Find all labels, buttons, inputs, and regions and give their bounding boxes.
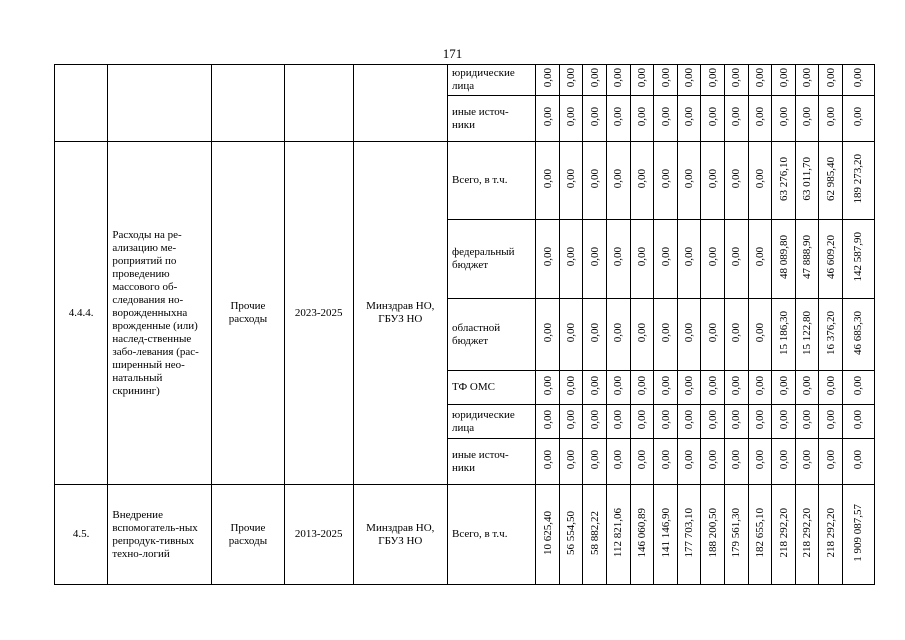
value-cell — [795, 65, 819, 96]
value-cell — [559, 299, 583, 371]
value-text: 0,00 — [659, 409, 672, 430]
value-text: 0,00 — [730, 106, 743, 127]
value-text: 0,00 — [635, 106, 648, 127]
value-cell — [748, 65, 772, 96]
value-text: 0,00 — [730, 247, 743, 267]
value-text: 0,00 — [777, 375, 790, 396]
value-text: 0,00 — [683, 106, 696, 127]
value-cell — [819, 405, 843, 439]
value-text: 0,00 — [852, 409, 865, 430]
value-cell — [536, 439, 560, 485]
value-text: 0,00 — [635, 409, 648, 430]
value-text: 0,00 — [706, 168, 719, 189]
value-cell — [725, 220, 749, 299]
value-text: 58 882,22 — [588, 510, 601, 555]
value-cell — [654, 485, 678, 585]
value-text: 0,00 — [541, 409, 554, 430]
value-cell — [725, 439, 749, 485]
value-text: 0,00 — [612, 375, 625, 396]
value-cell — [654, 96, 678, 142]
value-text: 63 011,70 — [801, 156, 814, 201]
value-text: 0,00 — [706, 247, 719, 267]
value-cell — [654, 220, 678, 299]
value-cell — [819, 299, 843, 371]
value-cell — [559, 405, 583, 439]
value-cell — [772, 371, 796, 405]
value-text: 0,00 — [753, 449, 766, 470]
value-text: 0,00 — [801, 375, 814, 396]
budget-table — [54, 64, 875, 585]
value-cell — [725, 142, 749, 220]
table-row — [55, 485, 875, 585]
value-text: 0,00 — [824, 375, 837, 396]
value-cell — [842, 405, 874, 439]
value-cell — [607, 220, 631, 299]
value-cell — [701, 96, 725, 142]
value-text: 0,00 — [683, 449, 696, 470]
value-text: 0,00 — [801, 106, 814, 127]
value-cell — [654, 405, 678, 439]
value-text: 0,00 — [852, 68, 865, 88]
value-text: 0,00 — [824, 106, 837, 127]
value-cell — [536, 96, 560, 142]
value-text: 141 146,90 — [659, 507, 672, 558]
funding-source: ТФ ОМС — [448, 371, 536, 405]
value-text: 189 273,20 — [852, 153, 865, 204]
value-text: 0,00 — [753, 68, 766, 88]
value-text: 47 888,90 — [801, 235, 814, 279]
value-cell — [772, 96, 796, 142]
value-cell — [630, 65, 654, 96]
value-cell — [819, 142, 843, 220]
value-text: 0,00 — [801, 68, 814, 88]
value-cell — [748, 371, 772, 405]
value-cell — [677, 142, 701, 220]
value-text: 0,00 — [541, 322, 554, 343]
value-text: 0,00 — [801, 409, 814, 430]
value-text: 0,00 — [683, 68, 696, 88]
value-text: 0,00 — [659, 168, 672, 189]
value-text: 0,00 — [730, 449, 743, 470]
funding-source: Всего, в т.ч. — [448, 142, 536, 220]
value-cell — [559, 142, 583, 220]
value-text: 10 625,40 — [541, 510, 554, 555]
value-text: 0,00 — [659, 375, 672, 396]
value-cell — [654, 142, 678, 220]
value-text: 0,00 — [588, 247, 601, 267]
value-text: 0,00 — [565, 247, 578, 267]
value-cell — [559, 65, 583, 96]
executor — [353, 65, 447, 142]
expense-category: Прочие расходы — [212, 485, 285, 585]
value-text: 0,00 — [730, 68, 743, 88]
value-text: 0,00 — [683, 247, 696, 267]
value-text: 0,00 — [588, 409, 601, 430]
value-cell — [559, 485, 583, 585]
value-cell — [819, 220, 843, 299]
value-cell — [725, 485, 749, 585]
value-cell — [701, 220, 725, 299]
value-cell — [842, 142, 874, 220]
value-text: 0,00 — [706, 449, 719, 470]
value-text: 0,00 — [635, 449, 648, 470]
funding-source: федеральный бюджет — [448, 220, 536, 299]
value-text: 0,00 — [706, 409, 719, 430]
value-text: 0,00 — [753, 322, 766, 343]
value-text: 179 561,30 — [730, 507, 743, 558]
value-cell — [536, 371, 560, 405]
value-cell — [630, 142, 654, 220]
value-text: 0,00 — [706, 68, 719, 88]
value-text: 0,00 — [541, 449, 554, 470]
value-cell — [819, 439, 843, 485]
value-text: 0,00 — [541, 106, 554, 127]
value-cell — [842, 439, 874, 485]
value-cell — [583, 142, 607, 220]
value-text: 0,00 — [588, 106, 601, 127]
value-cell — [725, 65, 749, 96]
value-text: 63 276,10 — [777, 156, 790, 201]
value-cell — [772, 142, 796, 220]
value-cell — [607, 485, 631, 585]
row-number: 4.4.4. — [55, 142, 108, 485]
value-text: 0,00 — [635, 322, 648, 343]
value-text: 0,00 — [635, 375, 648, 396]
value-cell — [630, 96, 654, 142]
value-text: 0,00 — [588, 375, 601, 396]
value-cell — [748, 485, 772, 585]
value-text: 0,00 — [683, 168, 696, 189]
value-cell — [748, 439, 772, 485]
value-cell — [842, 371, 874, 405]
value-cell — [772, 299, 796, 371]
value-cell — [630, 371, 654, 405]
expense-category: Прочие расходы — [212, 142, 285, 485]
value-text: 0,00 — [683, 322, 696, 343]
value-cell — [583, 485, 607, 585]
value-cell — [772, 65, 796, 96]
implementation-period: 2013-2025 — [284, 485, 353, 585]
value-text: 0,00 — [565, 449, 578, 470]
expense-category — [212, 65, 285, 142]
value-cell — [842, 220, 874, 299]
value-cell — [725, 405, 749, 439]
table-row — [55, 65, 875, 96]
value-text: 0,00 — [753, 247, 766, 267]
measure-name: Внедрение вспомогатель-ных репродук-тивных техно-логий — [108, 485, 212, 585]
value-text: 0,00 — [659, 449, 672, 470]
value-text: 188 200,50 — [706, 507, 719, 558]
value-text: 0,00 — [612, 449, 625, 470]
value-text: 0,00 — [565, 375, 578, 396]
page-number: 171 — [442, 46, 463, 61]
value-cell — [654, 65, 678, 96]
value-text: 218 292,20 — [801, 507, 814, 558]
value-cell — [772, 220, 796, 299]
value-cell — [677, 485, 701, 585]
value-cell — [630, 439, 654, 485]
value-cell — [630, 405, 654, 439]
value-cell — [795, 142, 819, 220]
funding-source: юридические лица — [448, 405, 536, 439]
value-text: 146 060,89 — [635, 507, 648, 558]
value-cell — [842, 65, 874, 96]
value-cell — [654, 439, 678, 485]
value-cell — [607, 405, 631, 439]
value-cell — [701, 371, 725, 405]
value-text: 0,00 — [753, 168, 766, 189]
value-cell — [701, 299, 725, 371]
value-text: 0,00 — [730, 168, 743, 189]
value-cell — [748, 142, 772, 220]
value-cell — [842, 485, 874, 585]
value-cell — [701, 485, 725, 585]
funding-source: юридические лица — [448, 65, 536, 96]
value-text: 0,00 — [541, 247, 554, 267]
value-cell — [607, 65, 631, 96]
value-cell — [654, 371, 678, 405]
value-text: 0,00 — [612, 409, 625, 430]
measure-name — [108, 65, 212, 142]
value-text: 0,00 — [565, 168, 578, 189]
value-cell — [819, 96, 843, 142]
value-cell — [842, 299, 874, 371]
value-text: 0,00 — [730, 409, 743, 430]
value-text: 0,00 — [753, 409, 766, 430]
value-text: 0,00 — [612, 168, 625, 189]
value-cell — [748, 405, 772, 439]
value-text: 0,00 — [541, 68, 554, 88]
value-text: 0,00 — [565, 322, 578, 343]
value-cell — [536, 299, 560, 371]
value-text: 62 985,40 — [824, 156, 837, 201]
value-cell — [630, 299, 654, 371]
value-cell — [654, 299, 678, 371]
value-cell — [795, 405, 819, 439]
value-cell — [536, 220, 560, 299]
value-text: 0,00 — [635, 68, 648, 88]
value-text: 112 821,06 — [612, 507, 625, 558]
value-text: 48 089,80 — [777, 235, 790, 279]
value-text: 0,00 — [777, 106, 790, 127]
value-cell — [536, 485, 560, 585]
value-cell — [795, 220, 819, 299]
value-text: 0,00 — [852, 106, 865, 127]
value-text: 46 685,30 — [852, 310, 865, 355]
value-text: 0,00 — [777, 449, 790, 470]
table-row — [55, 142, 875, 220]
value-text: 0,00 — [659, 247, 672, 267]
value-text: 0,00 — [824, 68, 837, 88]
executor: Минздрав НО, ГБУЗ НО — [353, 142, 447, 485]
value-cell — [772, 439, 796, 485]
value-cell — [795, 439, 819, 485]
value-text: 0,00 — [730, 322, 743, 343]
value-text: 0,00 — [612, 247, 625, 267]
value-text: 0,00 — [777, 409, 790, 430]
value-cell — [819, 65, 843, 96]
value-text: 46 609,20 — [824, 235, 837, 279]
value-cell — [536, 142, 560, 220]
value-text: 0,00 — [706, 322, 719, 343]
row-number — [55, 65, 108, 142]
value-text: 0,00 — [541, 375, 554, 396]
value-cell — [725, 96, 749, 142]
value-cell — [701, 405, 725, 439]
row-number: 4.5. — [55, 485, 108, 585]
value-cell — [559, 220, 583, 299]
value-cell — [630, 220, 654, 299]
value-text: 0,00 — [659, 106, 672, 127]
value-cell — [795, 485, 819, 585]
value-text: 0,00 — [706, 375, 719, 396]
value-text: 0,00 — [565, 409, 578, 430]
value-cell — [677, 96, 701, 142]
value-cell — [607, 142, 631, 220]
value-text: 0,00 — [588, 68, 601, 88]
value-text: 0,00 — [541, 168, 554, 189]
implementation-period: 2023-2025 — [284, 142, 353, 485]
value-cell — [701, 142, 725, 220]
value-text: 182 655,10 — [753, 507, 766, 558]
value-cell — [559, 371, 583, 405]
value-cell — [536, 405, 560, 439]
value-cell — [772, 485, 796, 585]
funding-source: иные источ-ники — [448, 439, 536, 485]
funding-source: иные источ-ники — [448, 96, 536, 142]
value-text: 0,00 — [659, 68, 672, 88]
value-cell — [842, 96, 874, 142]
value-cell — [583, 65, 607, 96]
value-cell — [677, 439, 701, 485]
measure-name: Расходы на ре-ализацию ме-роприятий по проведению массового об-следования но-ворожденныхна врожденные (или) наслед-ственные забо-левания (рас-ширенный нео-натальный скрининг) — [108, 142, 212, 485]
value-cell — [819, 485, 843, 585]
value-text: 0,00 — [612, 106, 625, 127]
value-cell — [725, 371, 749, 405]
value-cell — [630, 485, 654, 585]
value-cell — [748, 220, 772, 299]
value-text: 0,00 — [730, 375, 743, 396]
value-text: 0,00 — [588, 168, 601, 189]
value-text: 218 292,20 — [777, 507, 790, 558]
value-text: 0,00 — [612, 68, 625, 88]
value-text: 0,00 — [852, 375, 865, 396]
value-cell — [819, 371, 843, 405]
value-cell — [583, 220, 607, 299]
value-text: 0,00 — [588, 449, 601, 470]
value-cell — [748, 96, 772, 142]
value-cell — [677, 299, 701, 371]
value-cell — [677, 371, 701, 405]
implementation-period — [284, 65, 353, 142]
value-text: 0,00 — [824, 449, 837, 470]
value-text: 0,00 — [588, 322, 601, 343]
value-text: 0,00 — [824, 409, 837, 430]
value-cell — [772, 405, 796, 439]
value-cell — [677, 405, 701, 439]
value-text: 0,00 — [565, 106, 578, 127]
value-text: 0,00 — [565, 68, 578, 88]
value-cell — [748, 299, 772, 371]
value-text: 218 292,20 — [824, 507, 837, 558]
value-text: 0,00 — [706, 106, 719, 127]
value-cell — [607, 299, 631, 371]
value-cell — [677, 65, 701, 96]
value-text: 0,00 — [753, 106, 766, 127]
value-cell — [795, 371, 819, 405]
value-cell — [725, 299, 749, 371]
value-cell — [559, 96, 583, 142]
value-cell — [583, 439, 607, 485]
executor: Минздрав НО, ГБУЗ НО — [353, 485, 447, 585]
value-text: 0,00 — [801, 449, 814, 470]
value-cell — [583, 405, 607, 439]
value-text: 0,00 — [659, 322, 672, 343]
value-text: 0,00 — [852, 449, 865, 470]
value-text: 0,00 — [635, 247, 648, 267]
value-cell — [795, 299, 819, 371]
value-text: 15 122,80 — [801, 310, 814, 355]
value-cell — [559, 439, 583, 485]
value-text: 142 587,90 — [852, 232, 865, 282]
value-text: 0,00 — [753, 375, 766, 396]
value-text: 0,00 — [612, 322, 625, 343]
value-text: 1 909 087,57 — [852, 503, 865, 562]
value-cell — [701, 439, 725, 485]
funding-source: областной бюджет — [448, 299, 536, 371]
value-text: 0,00 — [683, 409, 696, 430]
value-text: 15 186,30 — [777, 310, 790, 355]
value-cell — [677, 220, 701, 299]
value-cell — [583, 371, 607, 405]
value-cell — [701, 65, 725, 96]
value-text: 16 376,20 — [824, 310, 837, 355]
value-text: 56 554,50 — [565, 510, 578, 555]
value-text: 0,00 — [777, 68, 790, 88]
value-cell — [607, 439, 631, 485]
value-cell — [607, 96, 631, 142]
value-cell — [795, 96, 819, 142]
value-cell — [583, 299, 607, 371]
value-text: 177 703,10 — [683, 507, 696, 558]
value-cell — [583, 96, 607, 142]
value-cell — [607, 371, 631, 405]
value-text: 0,00 — [683, 375, 696, 396]
funding-source: Всего, в т.ч. — [448, 485, 536, 585]
value-cell — [536, 65, 560, 96]
value-text: 0,00 — [635, 168, 648, 189]
